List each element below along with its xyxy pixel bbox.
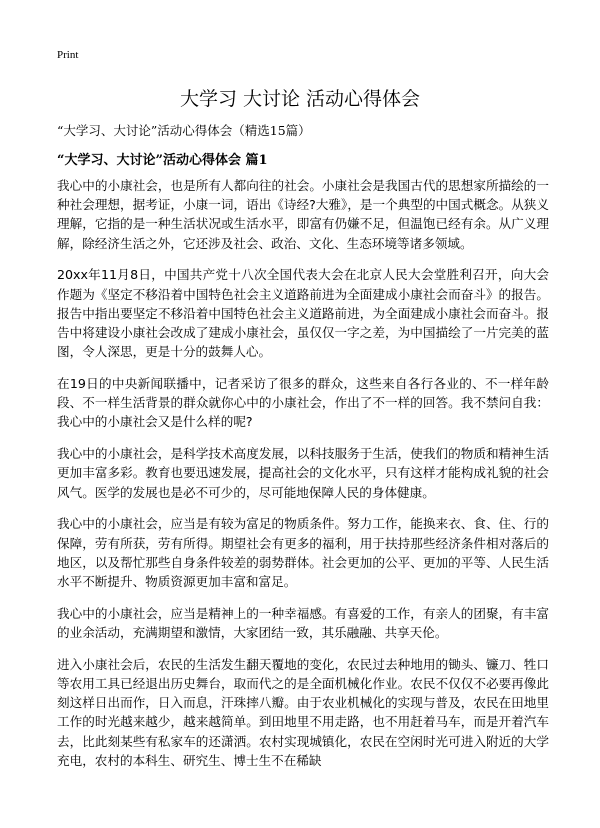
paragraph: 我心中的小康社会，应当是精神上的一种幸福感。有喜爱的工作，有亲人的团聚，有丰富的业余活动，充满期望和激情，大家团结一致，其乐融融、共享天伦。: [57, 605, 549, 641]
paragraph: 我心中的小康社会，也是所有人都向往的社会。小康社会是我国古代的思想家所描绘的一种社会理想，据考证，小康一词，语出《诗经?大雅》，是一个典型的中国式概念。从狭义理解，它指的是一种生活状况或生活水平，即富有仍嫌不足，但温饱已经有余。从广义理解，除经济生活之外，它还涉及社会、政治、文化、生态环境等诸多领域。: [57, 178, 549, 251]
paragraph: 我心中的小康社会，是科学技术高度发展，以科技服务于生活，使我们的物质和精神生活更加丰富多彩。教育也要迅速发展，提高社会的文化水平，只有这样才能构成礼貌的社会风气。医学的发展也是必不可少的，尽可能地保障人民的身体健康。: [57, 446, 549, 500]
paragraph: 在19日的中央新闻联播中，记者采访了很多的群众，这些来自各行各业的、不一样年龄段、不一样生活背景的群众就你心中的小康社会，作出了不一样的回答。我不禁问自我：我心中的小康社会又是什么样的呢?: [57, 376, 549, 430]
article-body: [57, 176, 549, 783]
print-link[interactable]: Print: [57, 49, 79, 61]
paragraph: 进入小康社会后，农民的生活发生翻天覆地的变化，农民过去种地用的锄头、镰刀、牲口等农用工具已经退出历史舞台，取而代之的是全面机械化作业。农民不仅仅不必要再像此刻这样日出而作，日入而息，汗珠摔八瓣。由于农业机械化的实现与普及，农民在田地里工作的时光越来越少，越来越简单。到田地里不用走路，也不用赶着马车，而是开着汽车去，比此刻某些有私家车的还潇洒。农村实现城镇化，农民在空闲时光可进入附近的大学充电，农村的本科生、研究生、博士生不在稀缺: [57, 656, 549, 768]
article-subtitle: “大学习、大讨论”活动心得体会（精选15篇）: [57, 123, 311, 138]
section-heading: “大学习、大讨论”活动心得体会 篇1: [57, 153, 268, 168]
page-title: 大学习 大讨论 活动心得体会: [179, 88, 421, 110]
paragraph: 20xx年11月8日，中国共产党十八次全国代表大会在北京人民大会堂胜利召开，向大会作题为《坚定不移沿着中国特色社会主义道路前进为全面建成小康社会而奋斗》的报告。报告中指出要坚定不移沿着中国特色社会主义道路前进，为全面建成小康社会而奋斗。报告中将建设小康社会改成了建成小康社会，虽仅仅一字之差，为中国描绘了一片完美的蓝图，令人深思，更是十分的鼓舞人心。: [57, 267, 549, 360]
paragraph: 我心中的小康社会，应当是有较为富足的物质条件。努力工作，能换来衣、食、住、行的保障，劳有所获，劳有所得。期望社会有更多的福利，用于扶持那些经济条件相对落后的地区，以及帮忙那些自身条件较差的弱势群体。社会更加的公平、更加的平等、人民生活水平不断提升、物质资源更加丰富和富足。: [57, 516, 549, 590]
